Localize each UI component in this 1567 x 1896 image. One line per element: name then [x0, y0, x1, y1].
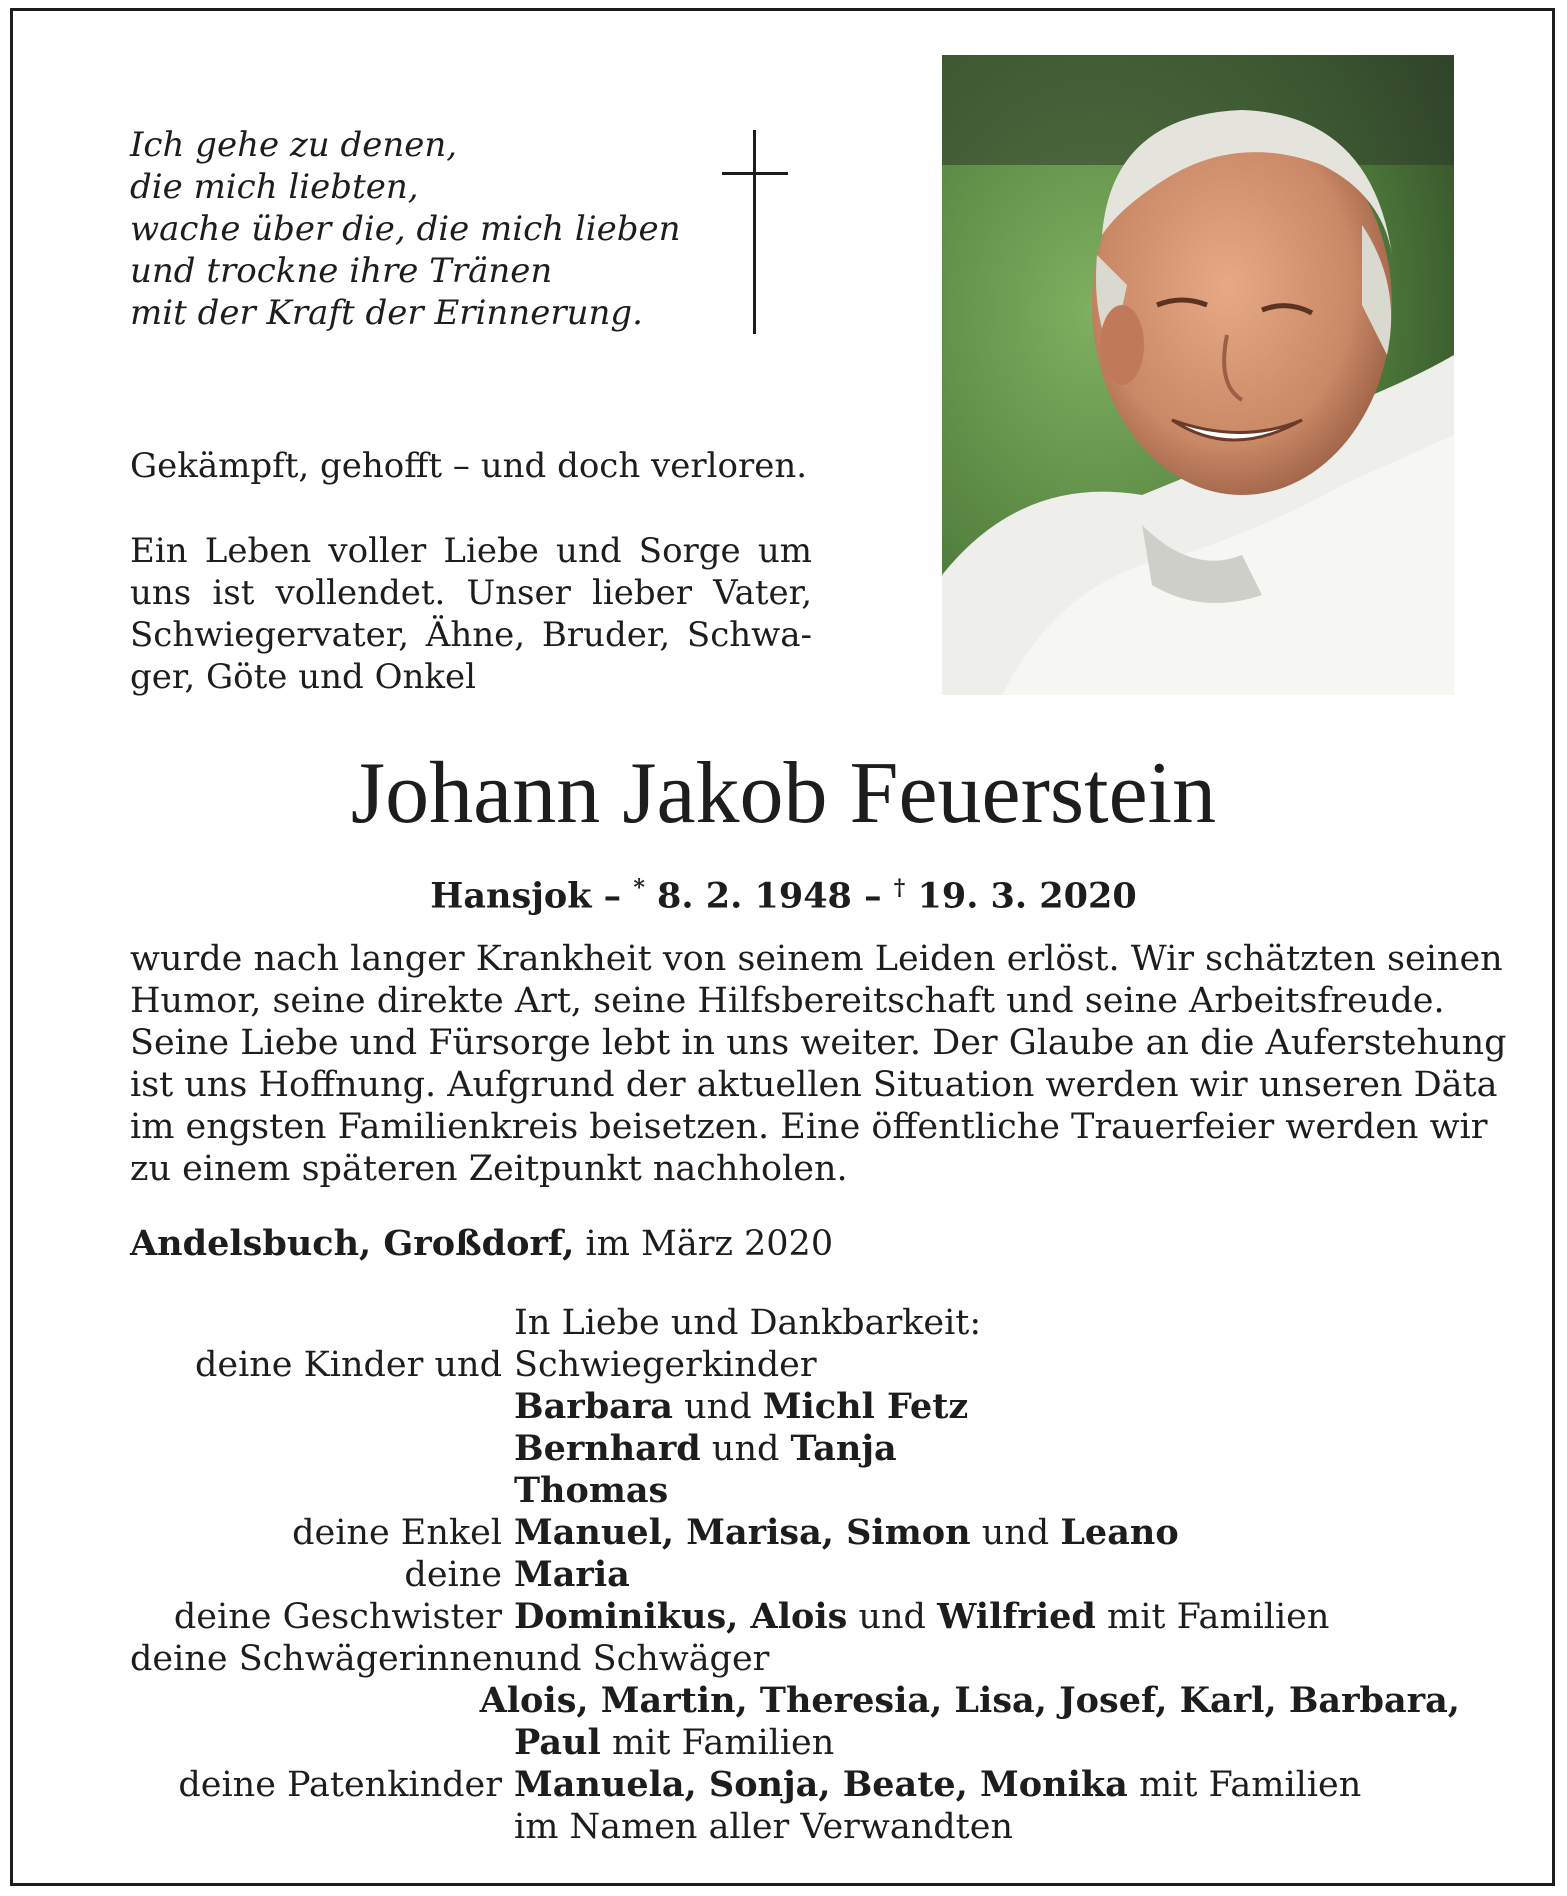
verse-line: die mich liebten, [130, 167, 419, 207]
relation-label: deine Patenkinder [178, 1765, 502, 1805]
body-line: zu einem späteren Zeitpunkt nachholen. [130, 1149, 848, 1189]
place-date: Andelsbuch, Großdorf, im März 2020 [130, 1223, 834, 1264]
death-date: 19. 3. 2020 [905, 875, 1137, 917]
verse-line: mit der Kraft der Erinnerung. [130, 293, 643, 333]
mourners-list [130, 1302, 1460, 1848]
list-item: Barbara und Michl Fetz [514, 1386, 969, 1427]
death-symbol: † [893, 875, 906, 901]
list-item: Bernhard und Tanja [514, 1428, 897, 1469]
intro-line: Schwiegervater, Ähne, Bruder, Schwa- [130, 615, 812, 655]
life-dates: Hansjok – * 8. 2. 1948 – † 19. 3. 2020 [430, 875, 1137, 917]
list-item: deine Patenkinder Manuela, Sonja, Beate, Monika mit Familien [130, 1764, 1460, 1806]
intro-line: uns ist vollendet. Unser lieber Vater, [130, 573, 812, 613]
portrait-photo [942, 55, 1454, 695]
body-line: Humor, seine direkte Art, seine Hilfsbereitschaft und seine Arbeitsfreude. [130, 981, 1445, 1021]
list-item: deine Kinder und Schwiegerkinder [130, 1344, 1460, 1386]
body-line: ist uns Hoffnung. Aufgrund der aktuellen Situation werden wir unseren Däta [130, 1065, 1498, 1105]
place-name: Andelsbuch, Großdorf, [130, 1223, 575, 1264]
list-item: deine Enkel Manuel, Marisa, Simon und Leano [130, 1512, 1460, 1554]
obituary-text [130, 938, 1507, 1190]
memorial-verse [130, 124, 681, 334]
deceased-name: Johann Jakob Feuerstein [350, 745, 1217, 842]
intro-paragraph [130, 530, 812, 698]
relation-label: deine Schwägerinnen [130, 1639, 516, 1679]
list-item [130, 1806, 1460, 1848]
verse-line: Ich gehe zu denen, [130, 125, 458, 165]
intro-line: Ein Leben voller Liebe und Sorge um [130, 531, 812, 571]
body-line: im engsten Familienkreis beisetzen. Eine öffentliche Trauerfeier werden wir [130, 1107, 1488, 1147]
nickname: Hansjok [430, 875, 592, 917]
intro-line: ger, Göte und Onkel [130, 657, 476, 697]
list-item: deine Geschwister Dominikus, Alois und Wilfried mit Familien [130, 1596, 1460, 1638]
verse-line: und trockne ihre Tränen [130, 251, 553, 291]
list-item: deine Maria [130, 1554, 1460, 1596]
body-line: Seine Liebe und Fürsorge lebt in uns weiter. Der Glaube an die Auferstehung [130, 1023, 1507, 1063]
list-item: Alois, Martin, Theresia, Lisa, Josef, Karl, Barbara, [479, 1680, 1460, 1721]
list-item: deine Schwägerinnen und Schwäger [130, 1639, 770, 1679]
cross-icon [722, 130, 788, 334]
body-line: wurde nach langer Krankheit von seinem Leiden erlöst. Wir schätzten seinen [130, 939, 1503, 979]
mourners-intro: In Liebe und Dankbarkeit: [514, 1303, 982, 1343]
verse-line: wache über die, die mich lieben [130, 209, 681, 249]
relation-label: deine Kinder und [194, 1345, 502, 1385]
birth-date: 8. 2. 1948 [644, 875, 852, 917]
relation-label: deine Enkel [292, 1513, 502, 1553]
birth-symbol: * [633, 875, 645, 901]
list-item: Paul mit Familien [514, 1722, 835, 1763]
relation-label: deine Geschwister [173, 1597, 502, 1637]
closing-line: im Namen aller Verwandten [514, 1807, 1013, 1847]
list-item: Thomas [514, 1470, 669, 1511]
relation-label: deine [404, 1555, 502, 1595]
list-item [130, 1302, 1460, 1344]
intro-line: Gekämpft, gehofft – und doch verloren. [130, 446, 808, 486]
